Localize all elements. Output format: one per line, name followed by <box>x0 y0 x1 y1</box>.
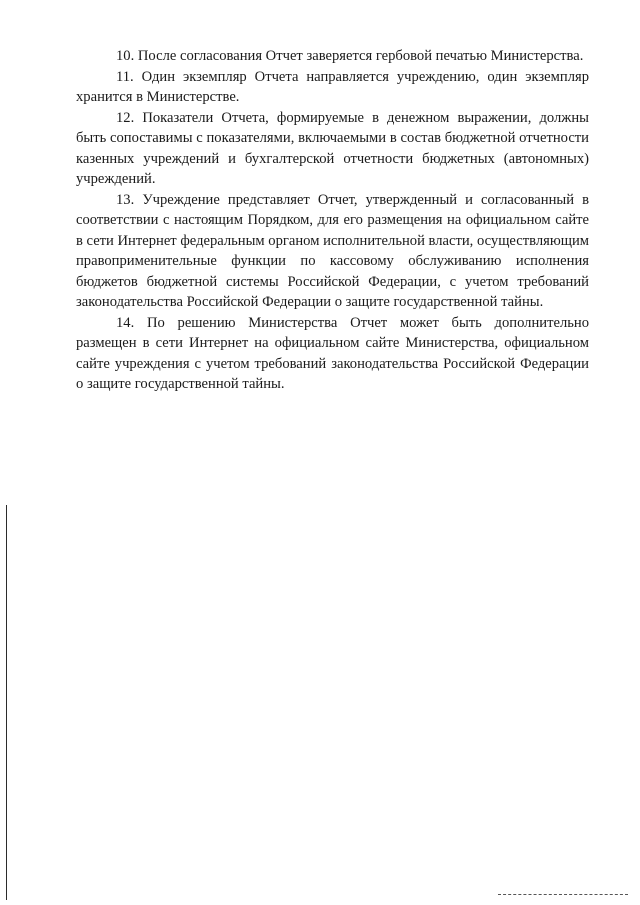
paragraph-10: 10. После согласования Отчет заверяется гербовой печатью Министерства. <box>116 48 584 64</box>
document-body <box>76 46 589 395</box>
paragraph-13: 13. Учреждение представляет Отчет, утвержденный и согласованный в соответствии с настоящим Порядком, для его размещения на официальном сайте в сети Интернет федеральным органом исполнительной власти, осуществляющим правоприменительные функции по кассовому обслуживанию исполнения бюджетов бюджетной системы Российской Федерации, с учетом требований законодательства Российской Федерации о защите государственной тайны. <box>76 191 590 310</box>
paragraph-11: 11. Один экземпляр Отчета направляется учреждению, один экземпляр хранится в Министерстве. <box>76 68 589 105</box>
paragraph-14: 14. По решению Министерства Отчет может быть дополнительно размещен в сети Интернет на официальном сайте Министерства, официальном сайте учреждения с учетом требований законодательства Российской Федерации о защите государственной тайны. <box>76 314 589 392</box>
footer-scan-marks <box>498 894 628 897</box>
paragraph-12: 12. Показатели Отчета, формируемые в денежном выражении, должны быть сопоставимы с показателями, включаемыми в состав бюджетной отчетности казенных учреждений и бухгалтерской отчетности бюджетных (автономных) учреждений. <box>76 109 589 187</box>
scan-edge-line <box>6 505 7 900</box>
